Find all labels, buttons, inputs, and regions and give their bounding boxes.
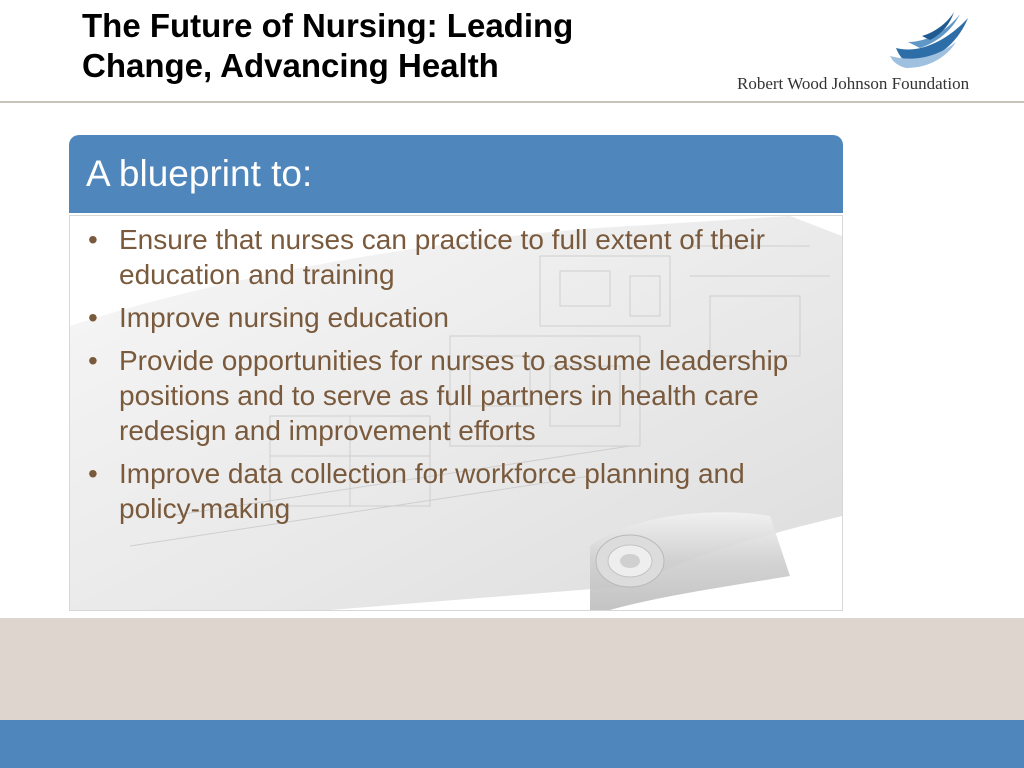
bullet-item: • Improve data collection for workforce planning and policy-making (88, 456, 830, 526)
wing-logo-icon (890, 12, 982, 72)
footer-band-beige (0, 618, 1024, 720)
card-body (69, 215, 843, 611)
blueprint-card (69, 135, 843, 611)
slide-title-line-2: Change, Advancing Health (82, 47, 499, 84)
bullet-list (88, 222, 830, 534)
bullet-item: • Provide opportunities for nurses to assume leadership positions and to serve as full partners in health care redesign and improvement efforts (88, 343, 830, 448)
header-divider (0, 101, 1024, 103)
card-heading: A blueprint to: (86, 153, 313, 194)
footer-band-blue (0, 720, 1024, 768)
foundation-logo (730, 12, 990, 98)
bullet-item: • Improve nursing education (88, 300, 830, 335)
slide-title (82, 6, 702, 86)
bullet-item: • Ensure that nurses can practice to full extent of their education and training (88, 222, 830, 292)
slide-title-line-1: The Future of Nursing: Leading (82, 7, 574, 44)
card-header (69, 135, 843, 213)
logo-text: Robert Wood Johnson Foundation (737, 74, 970, 93)
